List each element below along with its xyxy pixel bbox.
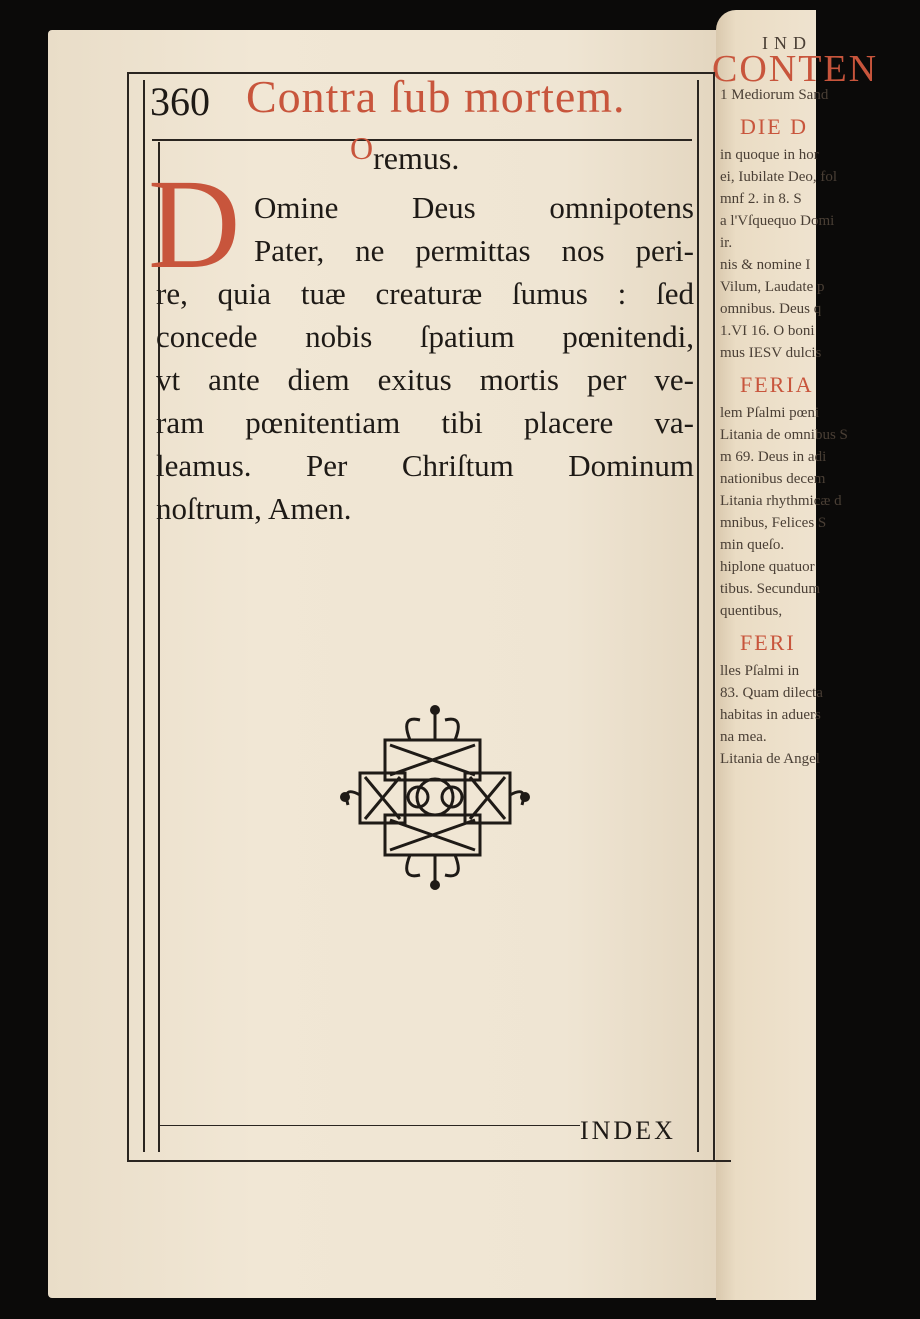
facing-text-line: min queſo. [720, 537, 785, 553]
facing-title: CONTEN [712, 48, 879, 90]
facing-text-line: ir. [720, 235, 733, 251]
frame-inner-left-rule [143, 80, 145, 1152]
facing-text-line: mnf 2. in 8. S [720, 191, 802, 207]
facing-text-line: na mea. [720, 729, 767, 745]
heading-initial: O [350, 130, 374, 166]
facing-text-line: 1.VI 16. O boni [720, 323, 815, 339]
text-line: vt ante diem exitus mortis per ve- [156, 362, 694, 397]
facing-text-line: Litania de Angel [720, 751, 820, 767]
facing-text-line: Litania de omnibus S [720, 427, 848, 443]
facing-text-line: lles Pſalmi in [720, 663, 800, 679]
facing-text-line: tibus. Secundum [720, 581, 820, 597]
facing-text-line: mus IESV dulcis [720, 345, 822, 361]
prayer-heading [350, 130, 460, 177]
facing-text-line: in quoque in hor [720, 147, 819, 163]
drop-cap: D [148, 153, 241, 295]
facing-text-line: nationibus decem [720, 471, 826, 487]
footer-rule [160, 1125, 580, 1126]
facing-page [712, 10, 879, 1300]
facing-text-line: 83. Quam dilecta [720, 685, 823, 701]
running-title: Contra ſub mortem. [246, 71, 626, 122]
text-line: ram pœnitentiam tibi placere va- [156, 405, 694, 440]
facing-text-line: omnibus. Deus q [720, 301, 822, 317]
frame-inner-right-rule [697, 80, 699, 1152]
facing-text-line: ei, Iubilate Deo, fol [720, 169, 838, 185]
text-line: noſtrum, Amen. [156, 491, 352, 526]
printers-ornament-icon [340, 705, 530, 890]
facing-text-line: hiplone quatuor [720, 559, 815, 575]
facing-text-line: DIE D [740, 114, 809, 139]
text-line: Pater, ne permittas nos peri- [254, 233, 694, 268]
facing-text-line: 1 Mediorum Sand [720, 87, 829, 103]
facing-page-text [712, 10, 920, 770]
heading-rest: remus. [373, 140, 460, 176]
page-number: 360 [150, 79, 210, 124]
facing-text-line: lem Pſalmi pœni [720, 405, 820, 421]
text-line: concede nobis ſpatium pœnitendi, [156, 319, 694, 354]
prayer-text [156, 186, 694, 530]
facing-text-line: FERIA [740, 372, 814, 397]
facing-text-line: FERI [740, 630, 796, 655]
facing-text-line: quentibus, [720, 603, 783, 619]
facing-text-line: Vilum, Laudate p [720, 279, 825, 295]
text-line: re, quia tuæ creaturæ ſumus : ſed [156, 276, 694, 311]
text-line: leamus. Per Chriſtum Dominum [156, 448, 694, 483]
facing-header: IND [762, 33, 812, 53]
facing-text-line: mnibus, Felices S [720, 515, 827, 531]
text-line: Omine Deus omnipotens [254, 190, 694, 225]
facing-text-line: habitas in aduers [720, 707, 821, 723]
facing-text-line: m 69. Deus in adi [720, 449, 827, 465]
bottom-rule [143, 1160, 731, 1162]
facing-text-line: Litania rhythmicæ d [720, 493, 842, 509]
facing-text-line: a l'Vſquequo Domi [720, 213, 835, 229]
facing-text-line: nis & nomine I [720, 257, 811, 273]
catchword: INDEX [580, 1116, 676, 1145]
